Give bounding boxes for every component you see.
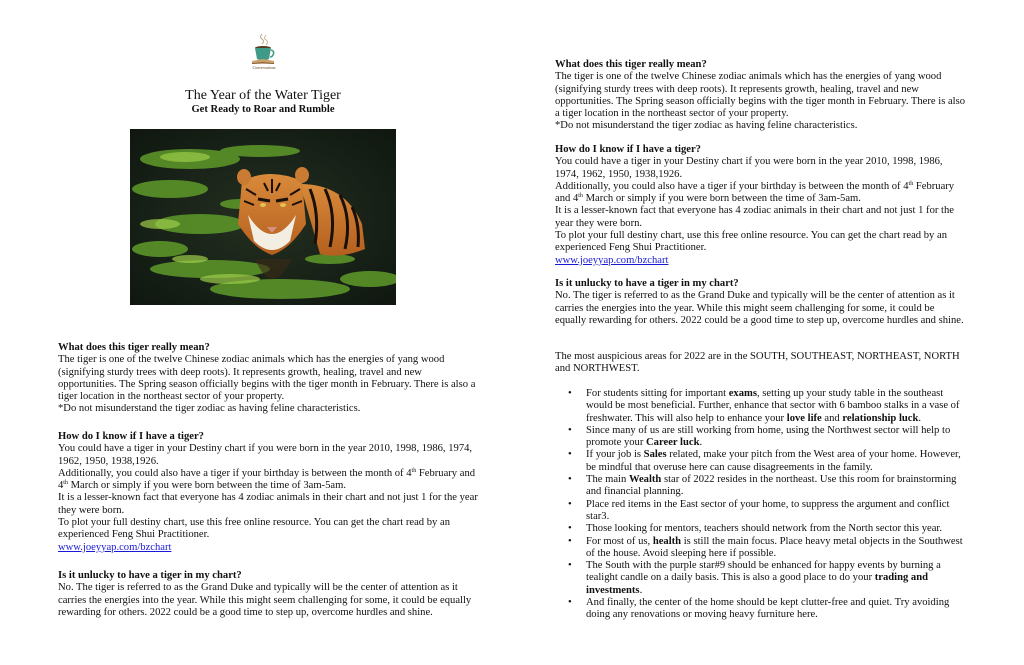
tip-item — [586, 499, 968, 524]
title-block — [130, 88, 396, 116]
paragraph: You could have a tiger in your Destiny chart if you were born in the year 2010, 1998, 1986, 1974, 1962, 1950, 1938,1926. — [555, 156, 943, 180]
paragraph: *Do not misunderstand the tiger zodiac as having feline characteristics. — [58, 403, 361, 415]
bzchart-link[interactable]: www.joeyyap.com/bzchart — [555, 254, 669, 266]
bold-text: trading and investments — [586, 572, 928, 596]
tip-item — [586, 474, 968, 499]
superscript: th — [63, 480, 68, 487]
paragraph: The tiger is one of the twelve Chinese zodiac animals which has the energies of yang wood (signifying sturdy trees with deep roots). It represents growth, healing, travel and new opportunities. The Spring season officially begins with the tiger month in February. There is also a tiger location in the northeast sector of your property. — [58, 354, 476, 403]
page-subtitle: Get Ready to Roar and Rumble — [191, 104, 335, 115]
text: , setting up your study table in the southeast would be most beneficial. Further, enhance that sector with 6 bamboo stalks in a vase of freshwater. This will also help to enhance your — [586, 388, 960, 424]
paragraph: The most auspicious areas for 2022 are in the SOUTH, SOUTHEAST, NORTHEAST, NORTH and NORTHWEST. — [555, 351, 960, 375]
left-section-unlucky — [58, 570, 478, 619]
tip-item — [586, 536, 968, 561]
text: For most of us, — [586, 535, 653, 547]
text: . — [699, 437, 703, 449]
right-section-meaning — [555, 59, 967, 133]
text: February and 4 — [58, 467, 476, 492]
tip-item — [586, 523, 968, 535]
text: Place red items in the East sector of your home, to suppress the argument and conflict star3. — [586, 498, 950, 522]
text: If your job is — [586, 449, 644, 461]
section-heading: Is it unlucky to have a tiger in my chart? — [555, 278, 739, 289]
text: March or simply if you were born between the time of 3am-5am. — [67, 480, 346, 492]
text: Those looking for mentors, teachers should network from the North sector this year. — [586, 523, 942, 535]
text: star of 2022 resides in the northeast. Use this room for brainstorming and financial planning. — [586, 474, 957, 498]
paragraph: To plot your full destiny chart, use this free online resource. You can get the chart read by an experienced Feng Shui Practitioner. — [555, 230, 947, 254]
text: Since many of us are still working from home, using the Northwest sector will help to promote your — [586, 424, 951, 449]
section-heading: Is it unlucky to have a tiger in my chart? — [58, 570, 242, 581]
left-section-how-to-know — [58, 431, 478, 554]
text: For students sitting for important — [586, 388, 729, 399]
paragraph: To plot your full destiny chart, use this free online resource. You can get the chart read by an experienced Feng Shui Practitioner. — [58, 517, 450, 541]
tip-item — [586, 597, 968, 622]
paragraph: It is a lesser-known fact that everyone has 4 zodiac animals in their chart and not just 1 for the year they were born. — [555, 205, 954, 229]
bold-text: Wealth — [628, 474, 662, 486]
text: The South with the purple star#9 should be enhanced for happy events by burning a tealight candle on a daily basis. This is also a good place to do your — [586, 560, 941, 584]
bold-text: Sales — [643, 449, 667, 461]
tiger-image — [130, 129, 396, 305]
superscript: th — [908, 180, 914, 187]
bold-text: exams — [728, 388, 757, 399]
paragraph — [58, 468, 478, 493]
text: . — [918, 412, 922, 424]
text: February and 4 — [555, 180, 955, 205]
superscript: th — [411, 467, 417, 474]
auspicious-areas — [555, 351, 967, 376]
text: March or simply if you were born between the time of 3am-5am. — [582, 193, 861, 205]
paragraph: It is a lesser-known fact that everyone has 4 zodiac animals in their chart and not just 1 for the year they were born. — [58, 492, 478, 516]
left-section-meaning — [58, 342, 478, 416]
right-section-unlucky — [555, 278, 967, 327]
tips-list — [560, 388, 968, 622]
bzchart-link[interactable]: www.joeyyap.com/bzchart — [58, 541, 172, 553]
superscript: th — [578, 193, 583, 200]
page-title: The Year of the Water Tiger — [185, 88, 341, 103]
section-heading: What does this tiger really mean? — [555, 59, 707, 70]
bold-text: Career luck — [646, 437, 700, 449]
bold-text: love life — [786, 412, 822, 424]
bold-text: relationship luck — [842, 412, 919, 424]
text: The main — [586, 474, 629, 486]
section-heading: What does this tiger really mean? — [58, 342, 210, 353]
right-section-how-to-know — [555, 144, 967, 267]
paragraph — [555, 181, 967, 206]
tip-item — [586, 449, 968, 474]
coffee-cup-logo — [247, 32, 281, 72]
tip-item — [586, 388, 968, 425]
text: And finally, the center of the home should be kept clutter-free and quiet. Try avoiding doing any renovations or moving heavy furniture here. — [586, 597, 950, 621]
section-heading: How do I know if I have a tiger? — [58, 431, 204, 442]
text: . — [639, 584, 643, 596]
text: related, make your pitch from the West area of your home. However, be mindful that overuse here can cause disagreements in the family. — [586, 449, 961, 473]
tiger-photo — [130, 129, 396, 305]
tip-item — [586, 560, 968, 597]
paragraph: *Do not misunderstand the tiger zodiac as having feline characteristics. — [555, 120, 858, 132]
tip-item — [586, 425, 968, 450]
text: Additionally, you could also have a tiger if your birthday is between the month of 4 — [58, 467, 412, 479]
text: Additionally, you could also have a tiger if your birthday is between the month of 4 — [555, 180, 909, 192]
paragraph: No. The tiger is referred to as the Grand Duke and typically will be the center of attention as it carries the energies into the year. While this might seem challenging for some, it could be equally rewarding for others. 2022 could be a good time to step up, overcome hurdles and shine. — [555, 290, 964, 326]
paragraph: The tiger is one of the twelve Chinese zodiac animals which has the energies of yang wood (signifying sturdy trees with deep roots). It represents growth, healing, travel and new opportunities. The Spring season officially begins with the tiger month in February. There is also a tiger location in the northeast sector of your property. — [555, 71, 966, 120]
section-heading: How do I know if I have a tiger? — [555, 144, 701, 155]
paragraph: No. The tiger is referred to as the Grand Duke and typically will be the center of attention as it carries the energies into the year. While this might seem challenging for some, it could be equally rewarding for others. 2022 could be a good time to step up, overcome hurdles and shine. — [58, 582, 472, 618]
paragraph: You could have a tiger in your Destiny chart if you were born in the year 2010, 1998, 1986, 1974, 1962, 1950, 1938,1926. — [58, 443, 473, 467]
text: is still the main focus. Place heavy metal objects in the Southwest of the house. Avoid sleeping here if possible. — [586, 535, 963, 559]
text: and — [821, 412, 843, 424]
feng-shui-tips — [560, 388, 968, 622]
bold-text: health — [652, 535, 682, 547]
logo-caption: Conversations — [252, 65, 276, 70]
